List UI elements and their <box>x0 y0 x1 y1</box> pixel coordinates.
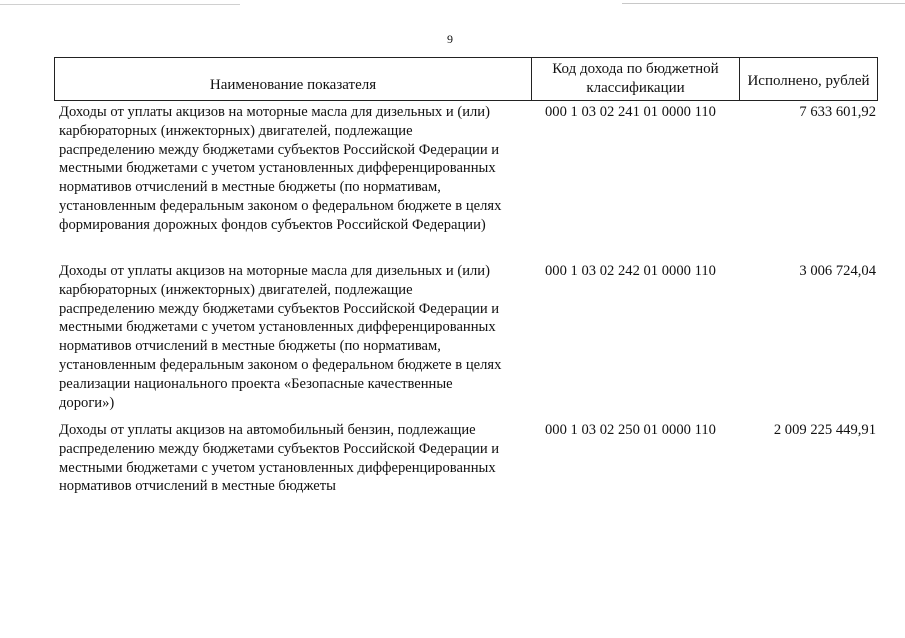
scan-top-rule-right <box>622 3 905 4</box>
column-header-name: Наименование показателя <box>209 76 377 93</box>
row-amount: 7 633 601,92 <box>799 104 876 120</box>
table-header <box>54 57 878 101</box>
row-description: Доходы от уплаты акцизов на моторные масла для дизельных и (или) карбюраторных (инжекторных) двигателей, подлежащие распределению между бюджетами субъектов Российской Федерации и местными бюджетами с учетом установленных дифференцированных нормативов отчислений в местные бюджеты (по нормативам, установленным федеральным законом о федеральном бюджете в целях реализации национального проекта «Безопасные качественные дороги») <box>59 263 502 411</box>
row-description: Доходы от уплаты акцизов на моторные масла для дизельных и (или) карбюраторных (инжекторных) двигателей, подлежащие распределению между бюджетами субъектов Российской Федерации и местными бюджетами с учетом установленных дифференцированных нормативов отчислений в местные бюджеты (по нормативам, установленным федеральным законом о федеральном бюджете в целях формирования дорожных фондов субъектов Российской Федерации) <box>59 104 502 233</box>
column-header-amount: Исполнено, рублей <box>739 58 877 100</box>
page-number: 9 <box>447 32 453 46</box>
scan-top-rule-left <box>0 4 240 5</box>
row-budget-code: 000 1 03 02 250 01 0000 110 <box>545 422 716 438</box>
row-budget-code: 000 1 03 02 242 01 0000 110 <box>545 263 716 279</box>
row-description: Доходы от уплаты акцизов на автомобильный бензин, подлежащие распределению между бюджетами субъектов Российской Федерации и местными бюджетами с учетом установленных дифференцированных нормативов отчислений в местные бюджеты <box>59 422 500 495</box>
row-budget-code: 000 1 03 02 241 01 0000 110 <box>545 104 716 120</box>
column-header-code-text: Код дохода по бюджетной классификации <box>552 61 719 96</box>
column-header-code <box>531 58 739 100</box>
row-amount: 3 006 724,04 <box>799 263 876 279</box>
row-amount: 2 009 225 449,91 <box>773 422 876 438</box>
